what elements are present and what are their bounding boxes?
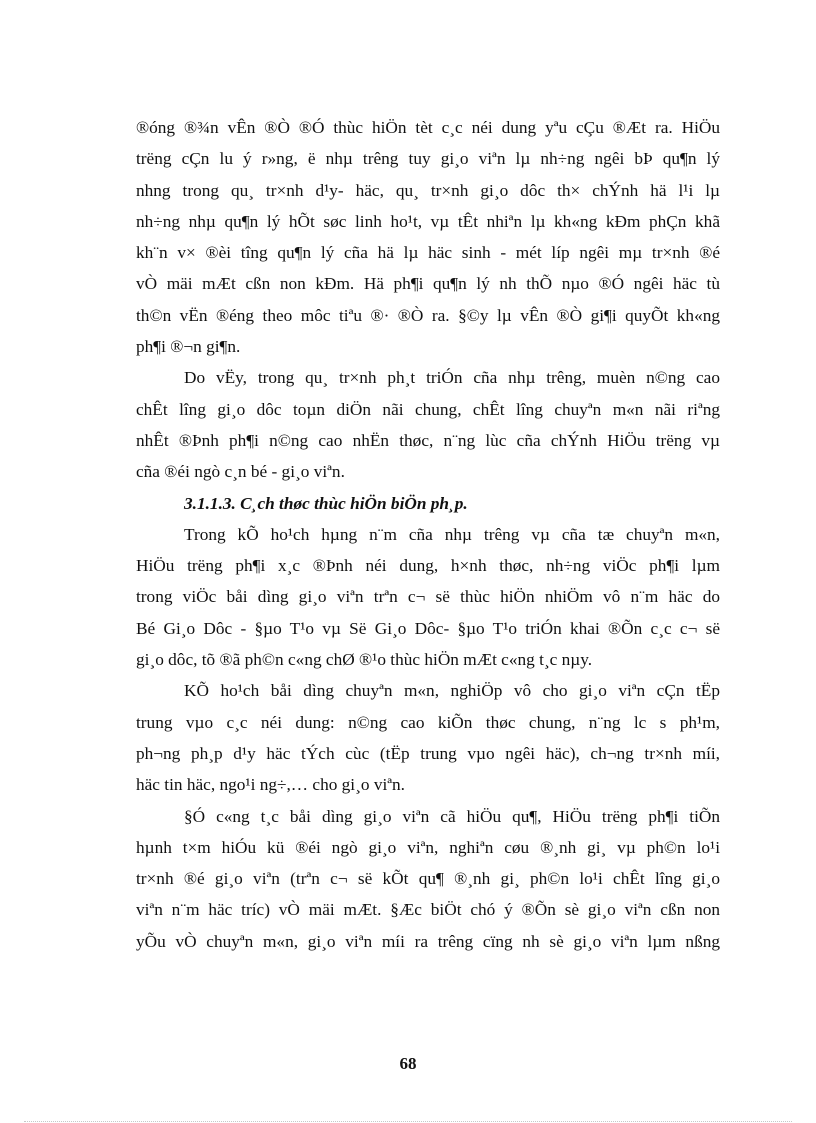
text-line: ph¶i ®¬n gi¶n. xyxy=(136,337,241,357)
text-line: nhÊt ®Þnh ph¶i n©ng cao nhËn thøc, n¨ng lùc cña chÝnh HiÖu trëng vµ xyxy=(136,430,720,450)
text-line: KÕ ho¹ch båi dìng chuyªn m«n, nghiÖp vô cho gi¸o viªn cÇn tËp xyxy=(184,681,720,701)
text-line: hµnh t×m hiÓu kü ®éi ngò gi¸o viªn, nghiªn cøu ®¸nh gi¸ vµ ph©n lo¹i xyxy=(136,837,720,857)
page-bottom-divider xyxy=(24,1121,792,1122)
text-line: HiÖu trëng ph¶i x¸c ®Þnh néi dung, h×nh thøc, nh÷ng viÖc ph¶i lµm xyxy=(136,556,720,576)
text-line: nh÷ng nhµ qu¶n lý hÕt søc linh ho¹t, vµ tÊt nhiªn lµ kh«ng kÐm phÇn khã xyxy=(136,211,720,231)
paragraph-3 xyxy=(136,519,720,675)
paragraph-2 xyxy=(136,362,720,487)
text-line: trëng cÇn lu ý r»ng, ë nhµ trêng tuy gi¸o viªn lµ nh÷ng ngêi bÞ qu¶n lý xyxy=(136,149,720,169)
text-line: yÕu vÒ chuyªn m«n, gi¸o viªn míi ra trêng cïng nh sè gi¸o viªn lµm nßng xyxy=(136,931,720,951)
body-text xyxy=(136,112,720,957)
text-line: vÒ mäi mÆt cßn non kÐm. Hä ph¶i qu¶n lý nh thÕ nµo ®Ó ngêi häc tù xyxy=(136,274,720,294)
text-line: cña ®éi ngò c¸n bé - gi¸o viªn. xyxy=(136,462,345,482)
text-line: th©n vËn ®éng theo môc tiªu ®· ®Ò ra. §©y lµ vÊn ®Ò gi¶i quyÕt kh«ng xyxy=(136,305,720,325)
text-line: viªn n¨m häc tríc) vÒ mäi mÆt. §Æc biÖt chó ý ®Õn sè gi¸o viªn cßn non xyxy=(136,900,720,920)
text-line: ®óng ®¾n vÊn ®Ò ®Ó thùc hiÖn tèt c¸c néi dung yªu cÇu ®Æt ra. HiÖu xyxy=(136,118,720,137)
text-line: trung vµo c¸c néi dung: n©ng cao kiÕn thøc chung, n¨ng lc s ph¹m, xyxy=(136,712,720,732)
paragraph-5 xyxy=(136,801,720,957)
text-line: Bé Gi¸o Dôc - §µo T¹o vµ Së Gi¸o Dôc- §µo T¹o triÓn khai ®Õn c¸c c¬ së xyxy=(136,618,720,638)
text-line: kh¨n v× ®èi tîng qu¶n lý cña hä lµ häc sinh - mét líp ngêi mµ tr×nh ®é xyxy=(136,243,720,263)
text-line: chÊt lîng gi¸o dôc toµn diÖn nãi chung, chÊt lîng chuyªn m«n nãi riªng xyxy=(136,399,720,419)
text-line: §Ó c«ng t¸c båi dìng gi¸o viªn cã hiÖu qu¶, HiÖu trëng ph¶i tiÕn xyxy=(184,806,720,826)
text-line: häc tin häc, ngo¹i ng÷,… cho gi¸o viªn. xyxy=(136,775,405,795)
text-line: Do vËy, trong qu¸ tr×nh ph¸t triÓn cña nhµ trêng, muèn n©ng cao xyxy=(184,368,720,388)
text-line: trong viÖc båi dìng gi¸o viªn trªn c¬ së thùc hiÖn nhiÖm vô n¨m häc do xyxy=(136,587,720,607)
text-line: gi¸o dôc, tõ ®ã ph©n c«ng chØ ®¹o thùc hiÖn mÆt c«ng t¸c nµy. xyxy=(136,650,593,670)
page-number: 68 xyxy=(399,1054,417,1073)
text-line: tr×nh ®é gi¸o viªn (trªn c¬ së kÕt qu¶ ®¸nh gi¸ ph©n lo¹i chÊt lîng gi¸o xyxy=(136,869,720,889)
section-heading: 3.1.1.3. C¸ch thøc thùc hiÖn biÖn ph¸p. xyxy=(184,493,468,513)
text-line: Trong kÕ ho¹ch hµng n¨m cña nhµ trêng vµ cña tæ chuyªn m«n, xyxy=(184,524,720,544)
paragraph-1 xyxy=(136,112,720,362)
text-line: ph¬ng ph¸p d¹y häc tÝch cùc (tËp trung vµo ngêi häc), ch¬ng tr×nh míi, xyxy=(136,743,720,763)
paragraph-4 xyxy=(136,675,720,800)
text-line: nhng trong qu¸ tr×nh d¹y- häc, qu¸ tr×nh gi¸o dôc th× chÝnh hä l¹i lµ xyxy=(136,180,720,200)
